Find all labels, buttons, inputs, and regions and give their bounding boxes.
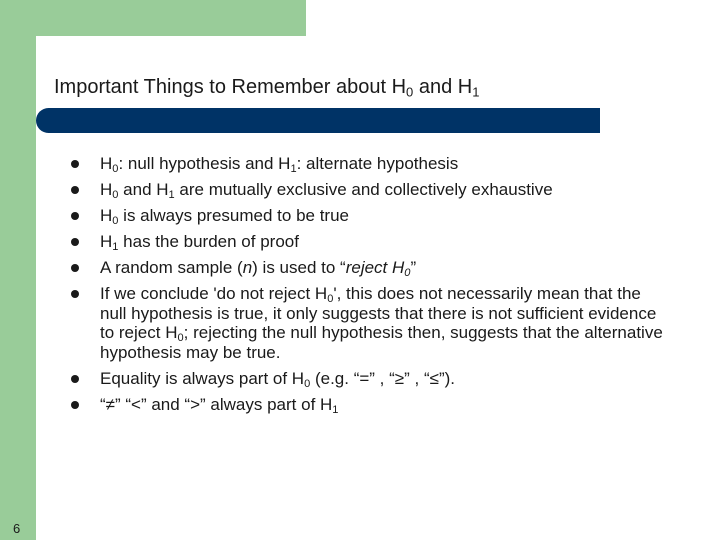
bullet-dot-icon bbox=[71, 401, 79, 409]
bullet-dot-icon bbox=[71, 238, 79, 246]
bullet-dot-icon bbox=[71, 264, 79, 272]
bullet-item bbox=[70, 258, 670, 278]
bullet-text: $H_1$ has the burden of proof bbox=[100, 232, 299, 253]
bullet-text: “≠” “<” and “>” always part of $H_1$ bbox=[100, 394, 339, 416]
page-number: 6 bbox=[13, 521, 21, 536]
bullet-dot-icon bbox=[71, 160, 79, 168]
title-text: Important Things to Remember about H bbox=[54, 76, 407, 98]
bullet-dot-icon bbox=[71, 290, 79, 298]
bullet-list bbox=[70, 154, 670, 421]
bullet-item bbox=[70, 284, 670, 362]
bullet-dot-icon bbox=[71, 186, 79, 194]
decorative-corner bbox=[36, 36, 306, 66]
bullet-text: If we conclude 'do not reject $H_0'$, this does not necessarily mean that the null hypothesis is true, it only suggests that there is not sufficient evidence to reject $H_0$; rejecting the null hypothesis then, suggests that the alternative hypothesis may be true. bbox=[100, 284, 663, 362]
title-subscript-1: 1 bbox=[472, 84, 480, 100]
bullet-item bbox=[70, 232, 670, 252]
title-text-mid: and H bbox=[413, 76, 473, 98]
bullet-item bbox=[70, 369, 670, 389]
green-top-band bbox=[0, 0, 306, 36]
bullet-text: Equality is always part of $H_0$ (e.g. “=” , “≥” , “≤”). bbox=[100, 368, 455, 390]
bullet-item bbox=[70, 206, 670, 226]
bullet-dot-icon bbox=[71, 212, 79, 220]
bullet-text: A random sample (n) is used to “reject $H_0$” bbox=[100, 258, 417, 279]
green-sidebar bbox=[0, 0, 36, 540]
bullet-item bbox=[70, 154, 670, 174]
title-underline-bar bbox=[36, 108, 600, 133]
title-subscript-0: 0 bbox=[406, 84, 414, 100]
bullet-text: $H_0$: null hypothesis and $H_1$: alternate hypothesis bbox=[100, 154, 459, 175]
bullet-text: $H_0$ is always presumed to be true bbox=[100, 206, 349, 227]
bullet-item bbox=[70, 395, 670, 415]
bullet-text: $H_0$ and $H_1$ are mutually exclusive and collectively exhaustive bbox=[100, 180, 553, 201]
bullet-dot-icon bbox=[71, 375, 79, 383]
bullet-item bbox=[70, 180, 670, 200]
slide-title bbox=[54, 76, 479, 99]
